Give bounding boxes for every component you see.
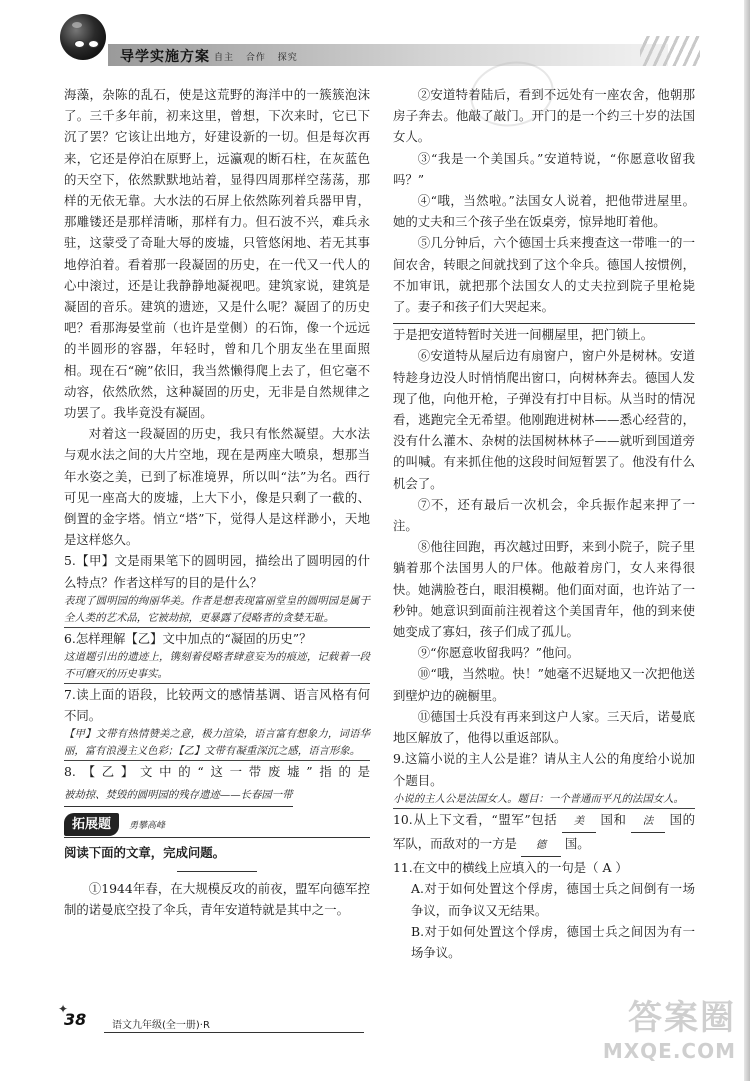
story-paragraph-11: ⑪德国士兵没有再来到这户人家。三天后，诺曼底地区解放了，他得以重返部队。 [393, 708, 695, 746]
passage-paragraph: 对着这一段凝固的历史，我只有怅然凝望。大水法与观水法之间的大片空地，现在是两座大喷泉，想那当年水姿之美，已到了标准境界，所以叫“法”为名。西行可见一座高大的废墟，上大下小，像是只剩了一截的、倒置的金字塔。悄立“塔”下，觉得人是这样渺小，天地是这样悠久。 [64, 426, 370, 548]
question-11: 11.在文中的横线上应填入的一句是（ A ） [393, 860, 628, 876]
watermark-site: MXQE.COM [602, 1039, 736, 1063]
left-column [64, 84, 370, 921]
mascot-eye-right [88, 40, 99, 48]
question-11-option-b: B.对于如何处置这个俘虏，德国士兵之间因为有一场争议。 [411, 923, 695, 960]
question-8 [64, 761, 370, 806]
answer-9: 小说的主人公是法国女人。题目：一个普通而平凡的法国女人。 [393, 791, 695, 809]
story-paragraph-5: ⑤几分钟后，六个德国士兵来搜查这一带唯一的一间农舍，转眼之间就找到了这个伞兵。德国人按惯例，不加审讯，就把那个法国女人的丈夫拉到院子里枪毙了。妻子和孩子们大哭起来。 [393, 235, 695, 315]
story-paragraph-10: ⑩“哦，当然啦。快！”她毫不迟疑地又一次把他送到壁炉边的碗橱里。 [393, 666, 695, 703]
book-label: 语文九年级(全一册)·R [112, 1020, 210, 1031]
question-6: 6.怎样理解【乙】文中加点的“凝固的历史”？ [64, 630, 312, 646]
answer-10-blank-1: 美 [562, 811, 596, 833]
answer-6: 这道题引出的遗迹上，镌刻着侵略者肆意妄为的痕迹，记载着一段不可磨灭的历史事实。 [64, 649, 370, 684]
question-8-text: 8.【乙】文中的“这一带废墟”指的是 [64, 764, 370, 780]
extension-instruction: 阅读下面的文章，完成问题。 [64, 844, 226, 860]
page-number: 38 [64, 1010, 87, 1029]
footer-rule [104, 1032, 364, 1033]
right-column [393, 84, 695, 963]
page-number-ornament-icon: ✦ [58, 1002, 69, 1016]
question-10 [393, 809, 695, 857]
header-tag: 合作 [245, 53, 266, 63]
answer-10-blank-3: 德 [521, 835, 561, 857]
page-spine-shadow [744, 0, 750, 1081]
extension-label: 拓展题 [64, 813, 119, 836]
question-10-part: 国和 [600, 811, 627, 827]
mascot-eye-left [74, 40, 85, 48]
answer-8: 被劫掠、焚毁的圆明园的残存遗迹——长春园一带 [64, 785, 293, 807]
story-paragraph-9: ⑨“你愿意收留我吗？”他问。 [417, 645, 580, 661]
mascot-shine [72, 22, 82, 28]
story-paragraph-8: ⑧他往回跑，再次越过田野，来到小院子，院子里躺着那个法国男人的尸体。他敲着房门，女人来得很快。她满脸苍白，眼泪模糊。他们面对面，也许站了一秒钟。她意识到面前注视着这个美国青年，他的到来使她变成了寡妇，孩子们成了孤儿。 [393, 539, 695, 640]
mascot-logo-icon [60, 14, 106, 60]
passage-paragraph: 海藻，杂陈的乱石，使是这荒野的海洋中的一簇簇泡沫了。三千多年前，初来这里，曾想，下次来时，它已下沉了罢？它该让出地方，好建设新的一切。但是每次再来，它还是停泊在原野上，远瀛观的断石柱，在灰蓝色的天空下，依然默默地站着，显得四周那样空荡荡，那样的无依无靠。大水法的石屏上依然陈列着兵器甲胄，那雕镂还是那样清晰，那样有力。但石波不兴，难兵永驻，这蒙受了奇耻大辱的废墟，只管悠闲地、若无其事地停泊着。看着那一段凝固的历史，在一代又一代人的心中滚过，还是让我静静地凝视吧。建筑家说，建筑是凝固的音乐。建筑的遗迹，又是什么呢？凝固了的历史吧？看那海晏堂前（也许是堂侧）的石饰，像一个远远的半圆形的容器，年轻时，曾和几个朋友坐在里面照相。现在石“碗”依旧，我当然懒得爬上去了，但它毫不动容，依然欣然，这种凝固的历史，无非是自然规律之功罢了。我毕竟没有凝固。 [64, 87, 370, 421]
header-stripes-decoration [640, 36, 700, 66]
story-paragraph-1: ①1944年春，在大规模反攻的前夜，盟军向德军控制的诺曼底空投了伞兵，青年安道特就是其中之一。 [64, 881, 370, 918]
answer-7: 【甲】文带有热情赞美之意，极力渲染，语言富有想象力，词语华丽，富有浪漫主义色彩；【乙】文带有凝重深沉之感，语言形象。 [64, 726, 370, 761]
story-paragraph-2: ②安道特着陆后，看到不远处有一座农舍，他朝那房子奔去。他敲了敲门。开门的是一个约三十岁的法国女人。 [393, 87, 695, 145]
question-10-part: 国的军队，而敌对的一方是 [393, 811, 695, 851]
watermark-logo: 答案圈 [628, 998, 736, 1038]
answer-5: 表现了圆明园的绚丽华美。作者是想表现富丽堂皇的圆明园是属于全人类的艺术品，它被劫掠，更暴露了侵略者的贪婪无耻。 [64, 593, 370, 628]
answer-10-blank-2: 法 [631, 811, 665, 833]
question-7: 7.读上面的语段，比较两文的感情基调、语言风格有何不同。 [64, 687, 370, 724]
header-tag: 探究 [277, 53, 298, 63]
story-paragraph-6: ⑥安道特从屋后边有扇窗户，窗户外是树林。安道特趁身边没人时悄悄爬出窗口，向树林奔去。德国人发现了他，向他开枪，子弹没有打中目标。从当时的情况看，逃跑完全无希望。他刚跑进树林——悉心经营的，没有什么灌木、杂树的法国树林林子——就听到国道旁的叫喊。有来抓住他的这段时间短暂罢了。他没有什么机会了。 [393, 348, 695, 491]
page-footer [58, 1000, 364, 1036]
question-11-option-a: A.对于如何处置这个俘虏，德国士兵之间倒有一场争议，而争议又无结果。 [411, 881, 695, 918]
story-paragraph-7: ⑦不，还有最后一次机会，伞兵振作起来押了一注。 [393, 496, 695, 534]
header-tag: 自主 [214, 53, 235, 63]
question-5: 5.【甲】文是雨果笔下的圆明园，描绘出了圆明园的什么特点？作者这样写的目的是什么？ [64, 553, 370, 590]
header-tags [214, 50, 306, 63]
page-header [0, 0, 750, 86]
watermark [603, 990, 736, 1063]
story-blank-fill-line: 于是把安道特暂时关进一间棚屋里，把门锁上。 [393, 323, 695, 345]
question-10-part: 国。 [564, 835, 590, 851]
question-9: 9.这篇小说的主人公是谁？请从主人公的角度给小说加个题目。 [393, 751, 695, 788]
question-10-part: 10.从上下文看，“盟军”包括 [393, 811, 558, 827]
title-divider [177, 871, 257, 872]
story-paragraph-4: ④“哦，当然啦。”法国女人说着，把他带进屋里。她的丈夫和三个孩子坐在饭桌旁，惊异地盯着他。 [393, 193, 695, 230]
extension-tag: 勇攀高峰 [128, 820, 165, 831]
extension-heading [64, 813, 370, 838]
story-paragraph-3: ③“我是一个美国兵。”安道特说，“你愿意收留我吗？” [393, 150, 695, 187]
header-title: 导学实施方案 [120, 49, 210, 65]
